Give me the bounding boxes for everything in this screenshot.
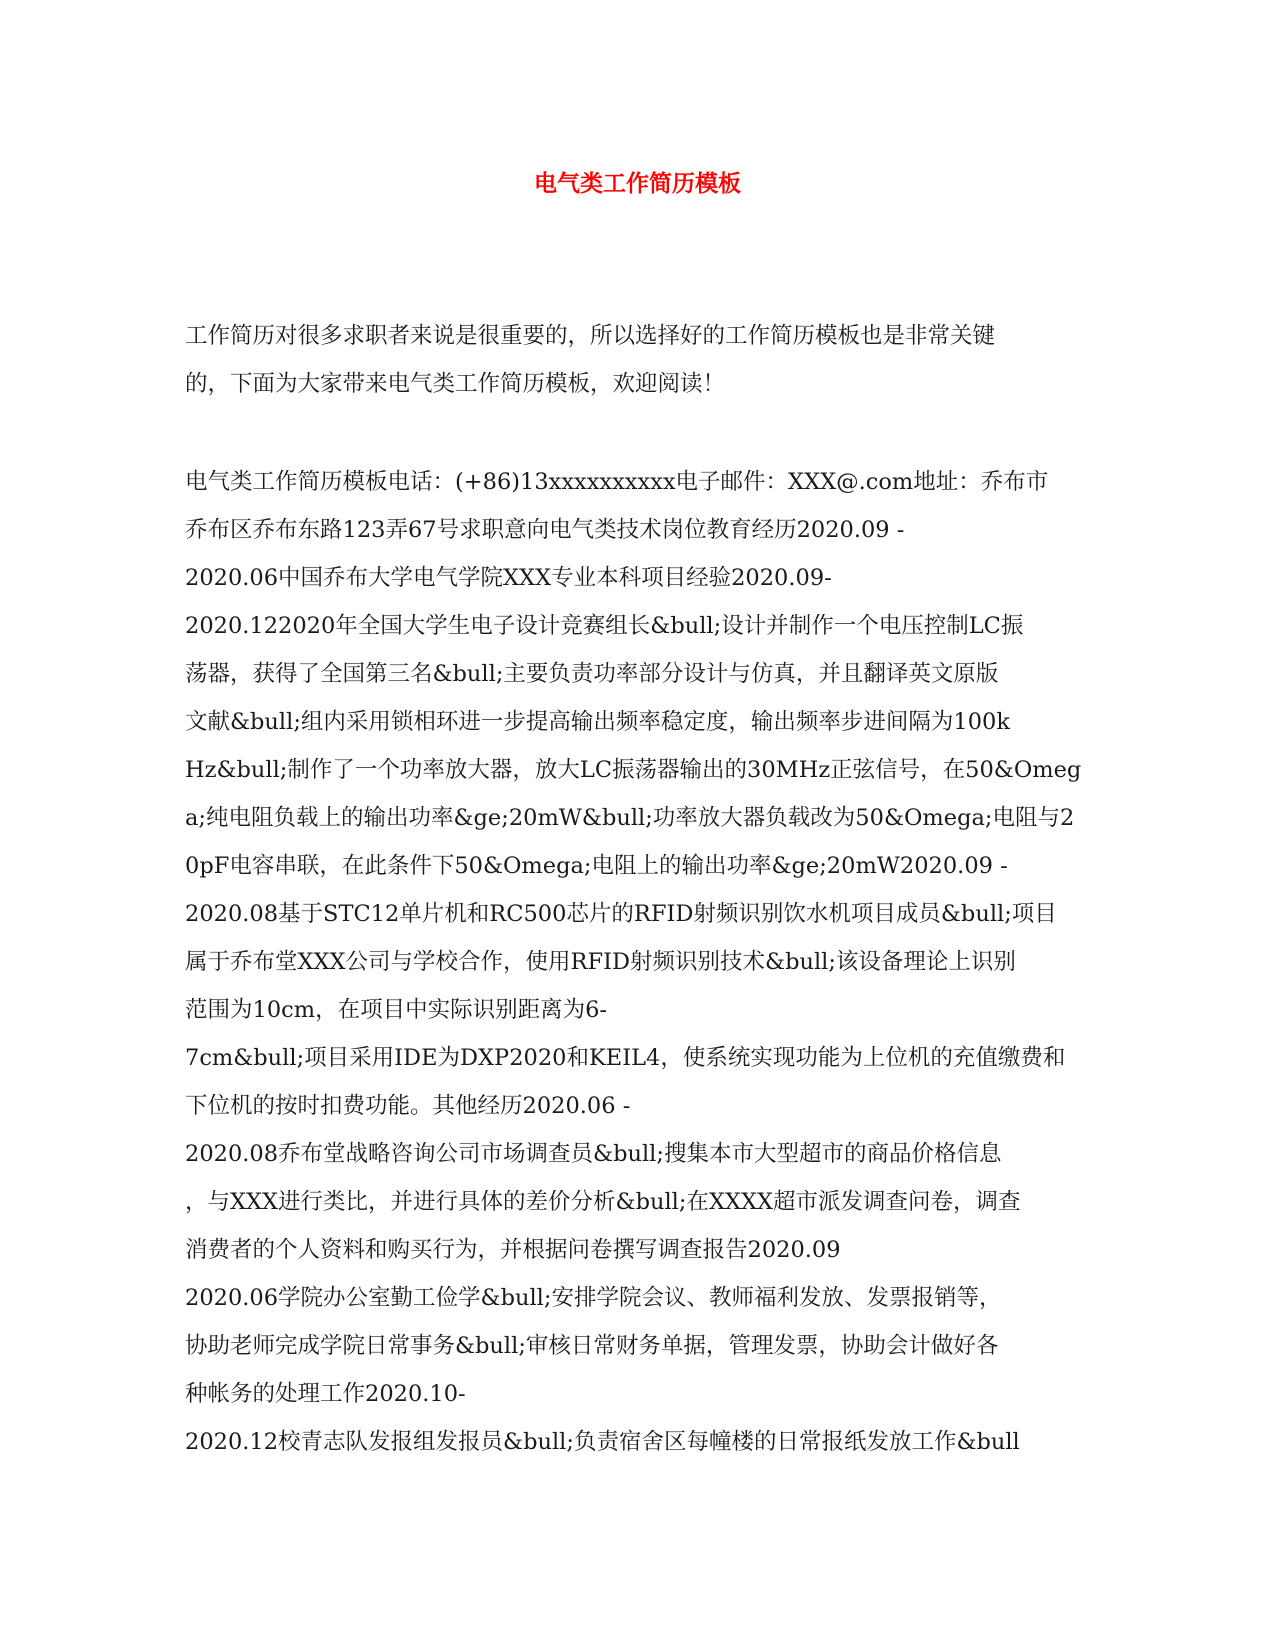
body-line: 7cm&bull;项目采用IDE为DXP2020和KEIL4，使系统实现功能为上位机的充值缴费和 (185, 1045, 1066, 1071)
body-line: 2020.06学院办公室勤工俭学&bull;安排学院会议、教师福利发放、发票报销等， (185, 1285, 1002, 1311)
resume-body-paragraph (185, 458, 1090, 1466)
body-line: 乔布区乔布东路123弄67号求职意向电气类技术岗位教育经历2020.09 - (185, 517, 905, 543)
body-line: 2020.06中国乔布大学电气学院XXX专业本科项目经验2020.09- (185, 565, 832, 591)
body-line: 文献&bull;组内采用锁相环进一步提高输出频率稳定度，输出频率步进间隔为100k (185, 709, 1010, 735)
body-line: 0pF电容串联，在此条件下50&Omega;电阻上的输出功率&ge;20mW2020.09 - (185, 853, 1008, 879)
body-line: 消费者的个人资料和购买行为，并根据问卷撰写调查报告2020.09 (185, 1237, 841, 1263)
intro-paragraph (185, 312, 1090, 408)
body-line: 2020.08乔布堂战略咨询公司市场调查员&bull;搜集本市大型超市的商品价格信息 (185, 1141, 1002, 1167)
body-line: a;纯电阻负载上的输出功率&ge;20mW&bull;功率放大器负载改为50&Omega;电阻与2 (185, 805, 1075, 831)
intro-line: 工作简历对很多求职者来说是很重要的，所以选择好的工作简历模板也是非常关键 (185, 323, 996, 349)
body-line: 下位机的按时扣费功能。其他经历2020.06 - (185, 1093, 631, 1119)
body-line: Hz&bull;制作了一个功率放大器，放大LC振荡器输出的30MHz正弦信号，在50&Omeg (185, 757, 1082, 783)
body-line: 2020.122020年全国大学生电子设计竞赛组长&bull;设计并制作一个电压控制LC振 (185, 613, 1024, 639)
body-line: 属于乔布堂XXX公司与学校合作，使用RFID射频识别技术&bull;该设备理论上识别 (185, 949, 1016, 975)
body-line: 协助老师完成学院日常事务&bull;审核日常财务单据，管理发票，协助会计做好各 (185, 1333, 999, 1359)
intro-line: 的，下面为大家带来电气类工作简历模板，欢迎阅读！ (185, 371, 726, 397)
body-line: 2020.08基于STC12单片机和RC500芯片的RFID射频识别饮水机项目成员&bull;项目 (185, 901, 1057, 927)
body-line: 荡器，获得了全国第三名&bull;主要负责功率部分设计与仿真，并且翻译英文原版 (185, 661, 999, 687)
body-line: 种帐务的处理工作2020.10- (185, 1381, 466, 1407)
body-line: 2020.12校青志队发报组发报员&bull;负责宿舍区每幢楼的日常报纸发放工作&bull (185, 1429, 1020, 1455)
document-title: 电气类工作简历模板 (534, 170, 741, 197)
body-line: 电气类工作简历模板电话：(+86)13xxxxxxxxxx电子邮件：XXX@.com地址：乔布市 (185, 469, 1049, 495)
body-line: 范围为10cm，在项目中实际识别距离为6- (185, 997, 607, 1023)
body-line: ，与XXX进行类比，并进行具体的差价分析&bull;在XXXX超市派发调查问卷，调查 (185, 1189, 1021, 1215)
